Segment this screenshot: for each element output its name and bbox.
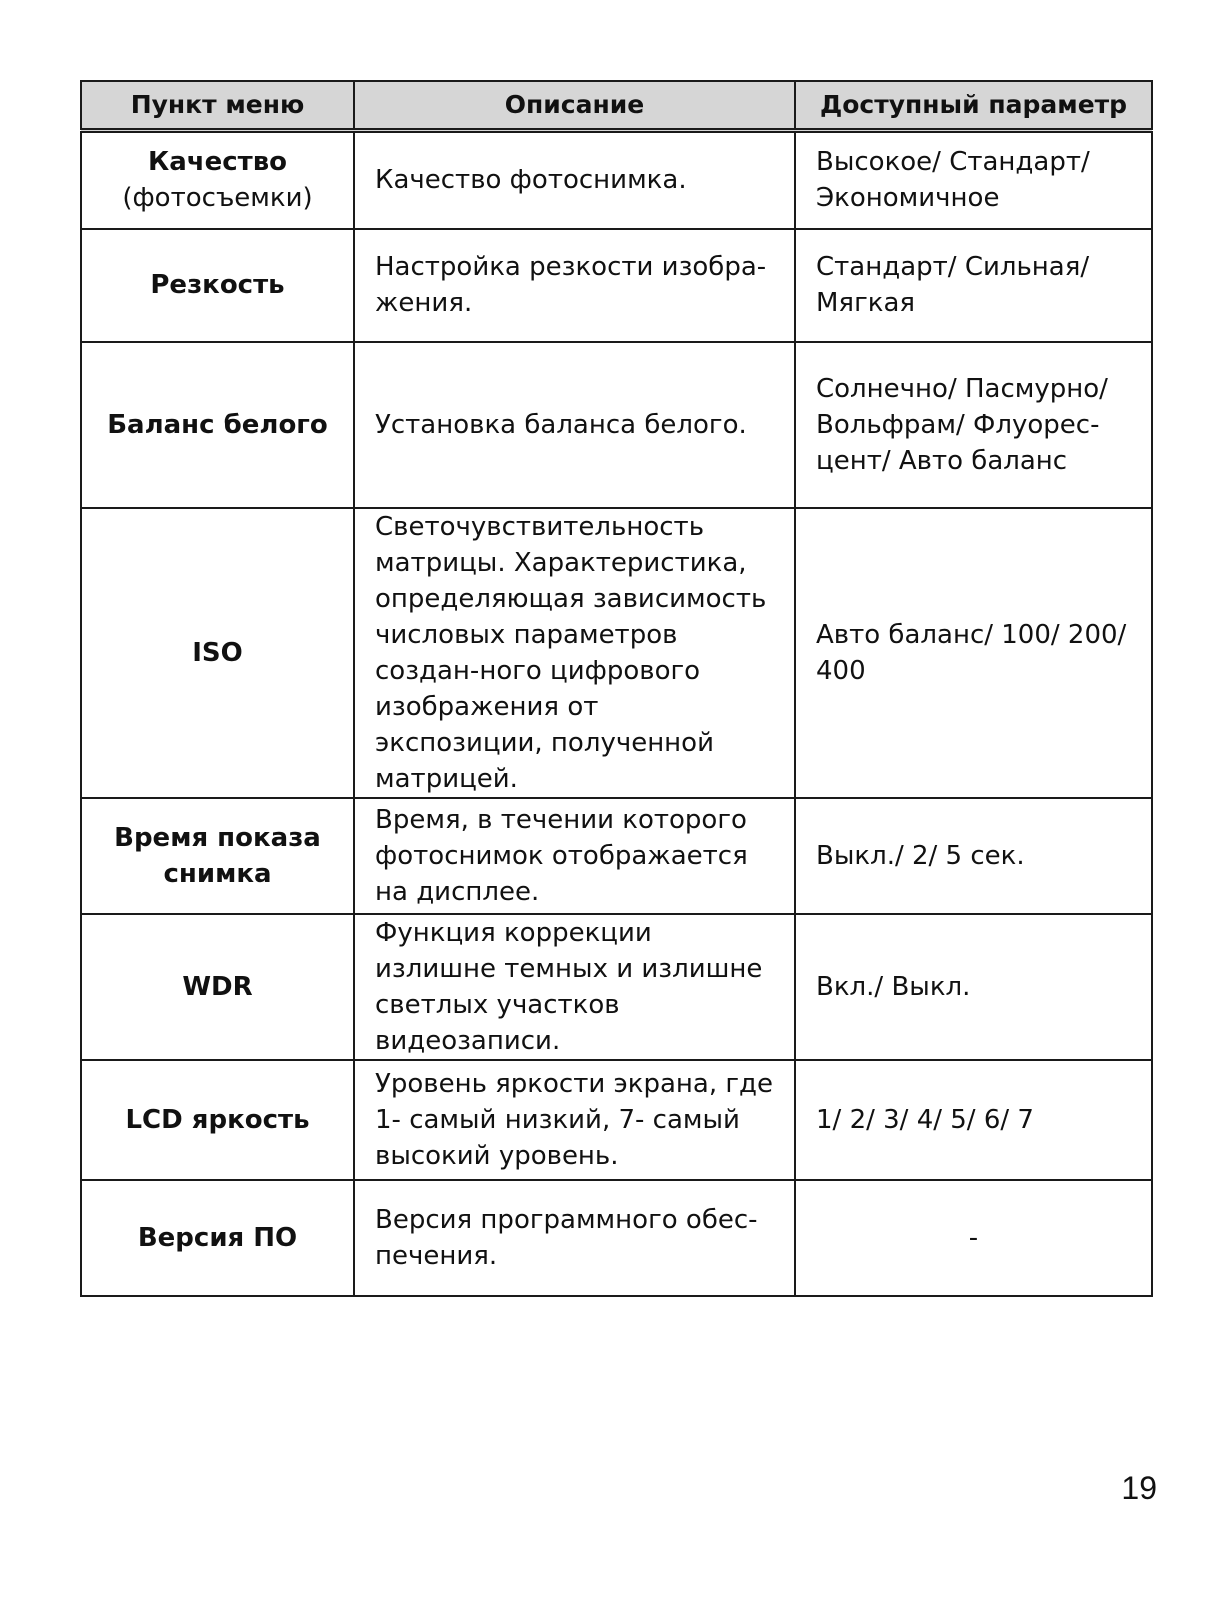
page-number: 19 bbox=[1121, 1470, 1157, 1506]
header-parameter: Доступный параметр bbox=[795, 81, 1152, 131]
row-item: WDR bbox=[81, 914, 354, 1060]
row-item: LCD яркость bbox=[81, 1060, 354, 1180]
row-description: Светочувствительность матрицы. Характеристика, определяющая зависимость числовых параметров создан-ного цифрового изображения от экспозиции, полученной матрицей. bbox=[354, 508, 795, 798]
row-parameter: Авто баланс/ 100/ 200/ 400 bbox=[795, 508, 1152, 798]
row-description: Версия программного обес-печения. bbox=[354, 1180, 795, 1296]
row-item: Время показа снимка bbox=[81, 798, 354, 914]
row-description: Уровень яркости экрана, где 1- самый низкий, 7- самый высокий уровень. bbox=[354, 1060, 795, 1180]
row-item: Резкость bbox=[81, 229, 354, 342]
settings-table bbox=[80, 80, 1153, 1297]
row-parameter: Вкл./ Выкл. bbox=[795, 914, 1152, 1060]
table-row bbox=[81, 1180, 1152, 1296]
row-item-sublabel: (фотосъемки) bbox=[122, 183, 313, 214]
row-item: ISO bbox=[81, 508, 354, 798]
table-row bbox=[81, 914, 1152, 1060]
header-menu-item: Пункт меню bbox=[81, 81, 354, 131]
row-description: Время, в течении которого фотоснимок отображается на дисплее. bbox=[354, 798, 795, 914]
table-row bbox=[81, 798, 1152, 914]
row-parameter: 1/ 2/ 3/ 4/ 5/ 6/ 7 bbox=[795, 1060, 1152, 1180]
row-parameter: Высокое/ Стандарт/ Экономичное bbox=[795, 131, 1152, 229]
row-item: Версия ПО bbox=[81, 1180, 354, 1296]
row-parameter: Стандарт/ Сильная/ Мягкая bbox=[795, 229, 1152, 342]
row-description: Настройка резкости изобра-жения. bbox=[354, 229, 795, 342]
table-row bbox=[81, 342, 1152, 508]
row-description: Качество фотоснимка. bbox=[354, 131, 795, 229]
row-description: Установка баланса белого. bbox=[354, 342, 795, 508]
row-item: Баланс белого bbox=[81, 342, 354, 508]
table-row bbox=[81, 229, 1152, 342]
header-description: Описание bbox=[354, 81, 795, 131]
row-parameter: Выкл./ 2/ 5 сек. bbox=[795, 798, 1152, 914]
table-row bbox=[81, 508, 1152, 798]
row-parameter: Солнечно/ Пасмурно/ Вольфрам/ Флуорес-цент/ Авто баланс bbox=[795, 342, 1152, 508]
table-row bbox=[81, 131, 1152, 229]
row-item-label: Качество bbox=[147, 147, 288, 178]
table-header-row bbox=[81, 81, 1152, 131]
table-row bbox=[81, 1060, 1152, 1180]
row-item bbox=[81, 131, 354, 229]
row-description: Функция коррекции излишне темных и излишне светлых участков видеозаписи. bbox=[354, 914, 795, 1060]
row-parameter: - bbox=[795, 1180, 1152, 1296]
